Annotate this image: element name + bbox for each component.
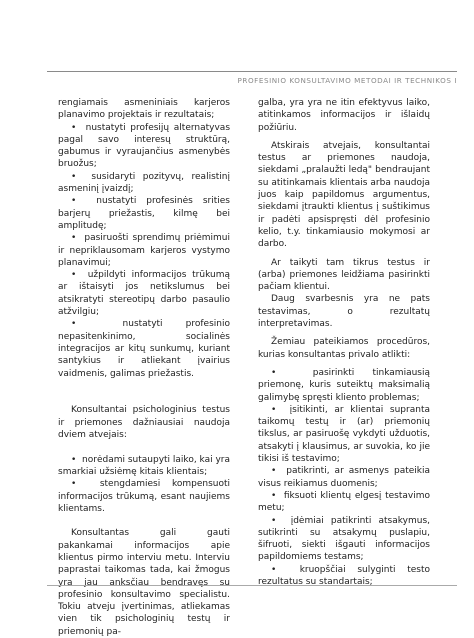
- paragraph: Žemiau pateikiamos procedūros, kurias konsultantas privalo atlikti:: [258, 337, 430, 360]
- bullet-item: • susidaryti pozityvų, realistinį asmeninį įvaizdį;: [58, 171, 230, 196]
- header-rule: [47, 71, 457, 72]
- bullet-item: • užpildyti informacijos trūkumą ar ištaisyti jos netikslumus bei atsikratyti stereotipų darbo pasaulio atžvilgiu;: [58, 269, 230, 318]
- bullet-item: • fiksuoti klientų elgesį testavimo metu;: [258, 490, 430, 515]
- footer-rule: [47, 585, 457, 586]
- bullet-item: • pasiruošti sprendimų priėmimui ir nepriklausomam karjeros vystymo planavimui;: [58, 232, 230, 269]
- paragraph: Konsultantai psichologinius testus ir priemones dažniausiai naudoja dviem atvejais:: [58, 405, 230, 441]
- bullet-item: • nustatyti profesinės srities barjerų priežastis, kilmę bei amplitudę;: [58, 195, 230, 232]
- paragraph: rengiamais asmeniniais karjeros planavimo projektais ir rezultatais;: [58, 98, 230, 121]
- left-column: [58, 97, 230, 638]
- bullet-item: • patikrinti, ar asmenys pateikia visus reikiamus duomenis;: [258, 465, 430, 490]
- bullet-item: • nustatyti profesinio nepasitenkinimo, socialinės integracijos ar kitų sunkumų, kuriant santykius ir atliekant įvairius vaidmenis, galimas priežastis.: [58, 318, 230, 379]
- bullet-item: • norėdami sutaupyti laiko, kai yra smarkiai užsiėmę kitais klientais;: [58, 454, 230, 479]
- paragraph: Konsultantas gali gauti pakankamai informacijos apie klientus pirmo interviu metu. Interviu paprastai taikomas tada, kai žmogus yra jau anksčiau bendravęs su profesinio konsultavimo specialistu. Tokiu atveju įvertinimas, atliekamas vien tik psichologinių testų ir priemonių pa-: [58, 528, 230, 637]
- bullet-item: • įdėmiai patikrinti atsakymus, sutikrinti su atsakymų puslapiu, šifruoti, siekti išgauti informacijos papildomiems testams;: [258, 515, 430, 564]
- bullet-item: • įsitikinti, ar klientai supranta taikomų testų ir (ar) priemonių tikslus, ar pasiruošę vykdyti užduotis, atsakyti į klausimus, ar suvokia, ko jie tikisi iš testavimo;: [258, 404, 430, 465]
- bullet-item: • nustatyti profesijų alternatyvas pagal savo interesų struktūrą, gabumus ir vyraujančius asmenybės bruožus;: [58, 122, 230, 171]
- right-column: [258, 97, 430, 588]
- bullet-item: • kruopščiai sulyginti testo rezultatus su standartais;: [258, 564, 430, 589]
- bullet-item: • pasirinkti tinkamiausią priemonę, kuris suteiktų maksimalią galimybę spręsti kliento problemas;: [258, 367, 430, 404]
- paragraph: Daug svarbesnis yra ne pats testavimas, o rezultatų interpretavimas.: [258, 294, 430, 330]
- bullet-item: • stengdamiesi kompensuoti informacijos trūkumą, esant naujiems klientams.: [58, 478, 230, 515]
- paragraph: Atskirais atvejais, konsultantai testus ar priemones naudoja, siekdami „pralaužti ledą" bendraujant su atitinkamais klientais arba naudoja juos kaip papildomus argumentus, siekdami įtraukti klientus į suštikimus ir padėti apsispręsti dėl profesinio kelio, t.y. tinkamiausio mokymosi ar darbo.: [258, 140, 430, 250]
- paragraph: Ar taikyti tam tikrus testus ir (arba) priemones leidžiama pasirinkti pačiam klientui.: [258, 257, 430, 293]
- paragraph: galba, yra yra ne itin efektyvus laiko, atitinkamos informacijos ir išlaidų požiūriu.: [258, 98, 430, 133]
- running-header: PROFESINIO KONSULTAVIMO METODAI IR TECHNIKOS I: [237, 76, 457, 85]
